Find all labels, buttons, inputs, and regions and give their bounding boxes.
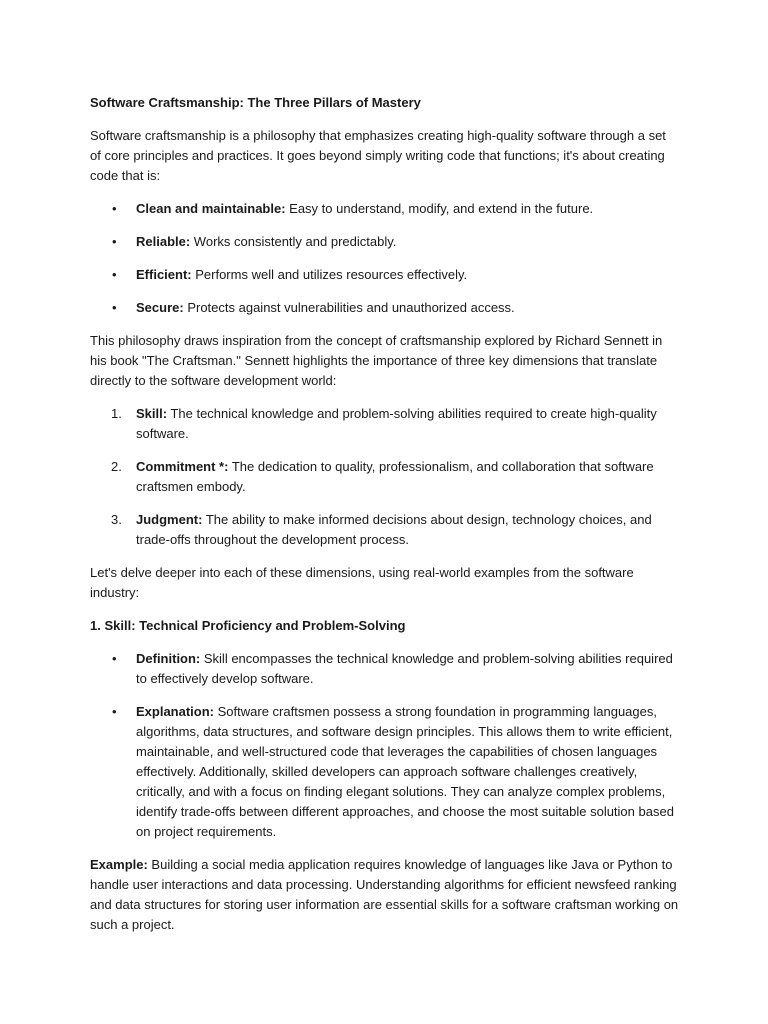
list-number: 1.: [111, 406, 122, 421]
example-paragraph: [90, 855, 680, 935]
list-item: [90, 265, 680, 285]
list-number: 2.: [111, 459, 122, 474]
detail-term: Definition:: [136, 651, 201, 666]
list-item: [90, 298, 680, 318]
dimensions-list: [90, 404, 680, 550]
bullet-icon: •: [112, 651, 117, 666]
intro-paragraph: Software craftsmanship is a philosophy that emphasizes creating high-quality software through a set of core principles and practices. It goes beyond simply writing code that functions; it's about creating code that is:: [90, 128, 666, 183]
document-page: [90, 93, 680, 948]
bullet-icon: •: [112, 201, 117, 216]
example-term: Example:: [90, 857, 148, 872]
dimension-text: The ability to make informed decisions about design, technology choices, and trade-offs throughout the development process.: [136, 512, 652, 547]
list-item: [90, 649, 680, 689]
quality-text: Performs well and utilizes resources effectively.: [191, 267, 468, 282]
dimension-term: Judgment:: [136, 512, 203, 527]
detail-term: Explanation:: [136, 704, 215, 719]
transition-paragraph: Let's delve deeper into each of these dimensions, using real-world examples from the software industry:: [90, 565, 634, 600]
dimension-term: Skill:: [136, 406, 168, 421]
skill-details-list: [90, 649, 680, 842]
quality-term: Secure:: [136, 300, 184, 315]
list-item: [90, 457, 680, 497]
quality-text: Protects against vulnerabilities and unauthorized access.: [183, 300, 515, 315]
quality-text: Easy to understand, modify, and extend in the future.: [285, 201, 594, 216]
detail-text: Software craftsmen possess a strong foundation in programming languages, algorithms, data structures, and software design principles. This allows them to write efficient, maintainable, and well-structured code that leverages the capabilities of chosen languages effectively. Additionally, skilled developers can approach software challenges creatively, critically, and with a focus on finding elegant solutions. They can analyze complex problems, identify trade-offs between different approaches, and choose the most suitable solution based on project requirements.: [136, 704, 674, 839]
list-number: 3.: [111, 512, 122, 527]
list-item: [90, 702, 680, 842]
list-item: [90, 404, 680, 444]
list-item: [90, 199, 680, 219]
document-title: Software Craftsmanship: The Three Pillars of Mastery: [90, 95, 421, 110]
qualities-list: [90, 199, 680, 318]
dimension-text: The dedication to quality, professionalism, and collaboration that software craftsmen embody.: [136, 459, 654, 494]
detail-text: Skill encompasses the technical knowledge and problem-solving abilities required to effectively develop software.: [136, 651, 673, 686]
dimension-term: Commitment *:: [136, 459, 229, 474]
inspiration-paragraph: This philosophy draws inspiration from the concept of craftsmanship explored by Richard Sennett in his book "The Craftsman." Sennett highlights the importance of three key dimensions that translate directly to the software development world:: [90, 333, 663, 388]
list-item: [90, 510, 680, 550]
list-item: [90, 232, 680, 252]
bullet-icon: •: [112, 300, 117, 315]
quality-term: Efficient:: [136, 267, 192, 282]
bullet-icon: •: [112, 704, 117, 719]
quality-term: Reliable:: [136, 234, 191, 249]
section-heading-skill: 1. Skill: Technical Proficiency and Problem-Solving: [90, 618, 406, 633]
quality-term: Clean and maintainable:: [136, 201, 286, 216]
bullet-icon: •: [112, 234, 117, 249]
bullet-icon: •: [112, 267, 117, 282]
example-text: Building a social media application requires knowledge of languages like Java or Python to handle user interactions and data processing. Understanding algorithms for efficient newsfeed ranking and data structures for storing user information are essential skills for a software craftsman working on such a project.: [90, 857, 679, 932]
dimension-text: The technical knowledge and problem-solving abilities required to create high-quality software.: [136, 406, 657, 441]
quality-text: Works consistently and predictably.: [190, 234, 397, 249]
